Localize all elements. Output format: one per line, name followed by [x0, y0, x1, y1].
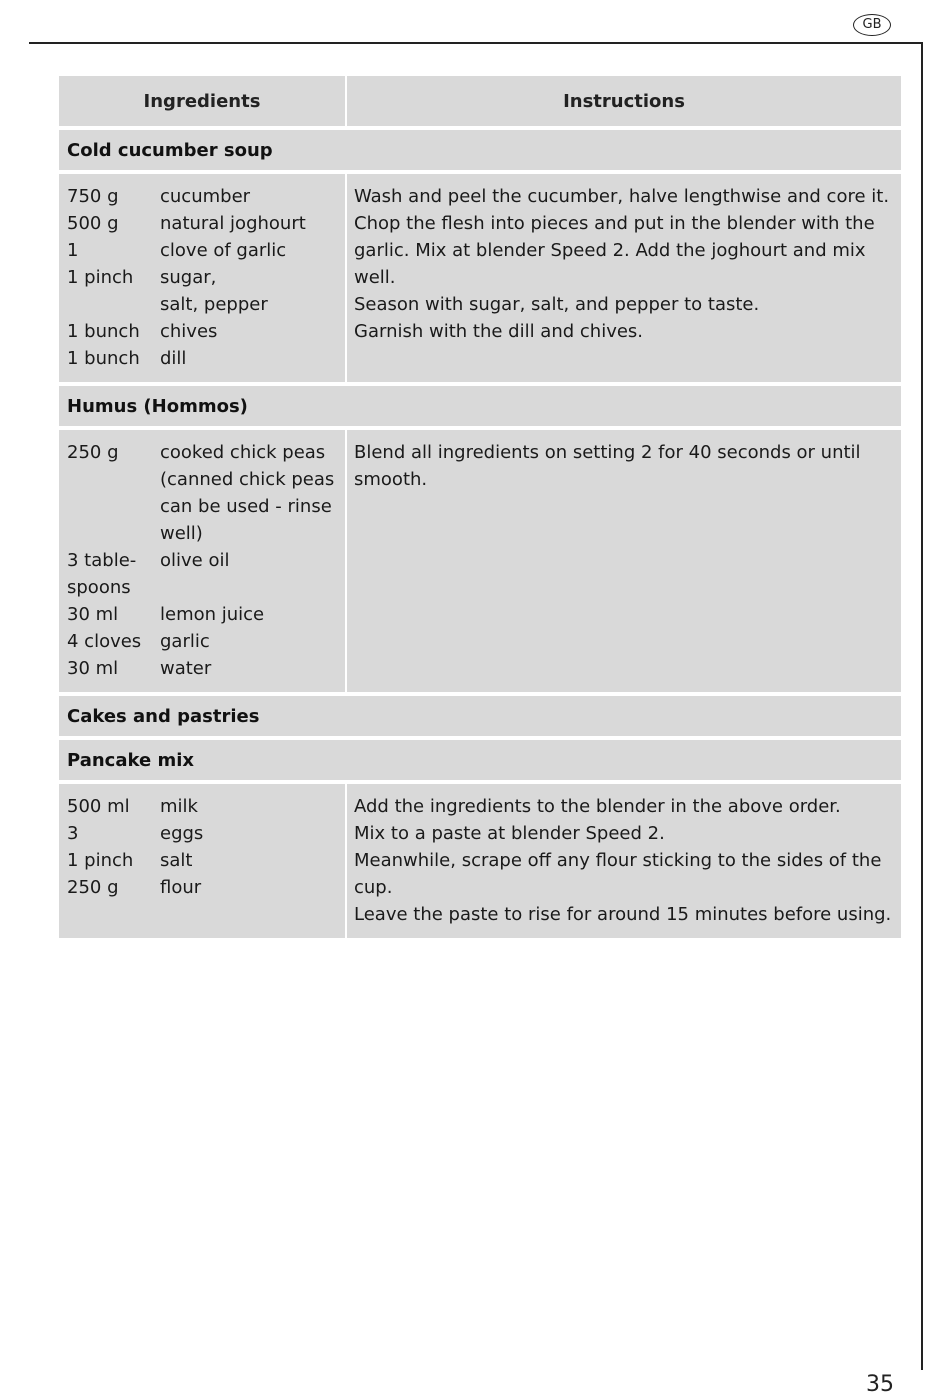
ingredient-quantity: 1: [67, 240, 79, 261]
instructions-cell: [347, 430, 901, 692]
section-title-cakes-and-pastries: Cakes and pastries: [59, 696, 901, 736]
ingredient-line: [67, 466, 341, 493]
ingredient-line: [67, 345, 341, 372]
ingredient-quantity: 1 pinch: [67, 267, 134, 288]
ingredient-line: [67, 655, 341, 682]
ingredient-name: flour: [160, 877, 202, 898]
instruction-line: Wash and peel the cucumber, halve lengthwise and core it.: [354, 186, 890, 207]
ingredient-quantity: 1 bunch: [67, 348, 140, 369]
ingredient-quantity: 250 g: [67, 442, 119, 463]
recipe-title-pancake-mix: Pancake mix: [59, 740, 901, 780]
ingredient-line: [67, 264, 341, 291]
column-header-instructions: Instructions: [347, 76, 901, 126]
instruction-line: Garnish with the dill and chives.: [354, 321, 644, 342]
ingredient-line: [67, 820, 341, 847]
ingredient-name: cooked chick peas: [160, 442, 326, 463]
ingredient-line: [67, 291, 341, 318]
instruction-line: Add the ingredients to the blender in the above order.: [354, 796, 841, 817]
recipe-title-humus: Humus (Hommos): [59, 386, 901, 426]
ingredient-line: [67, 847, 341, 874]
ingredient-line: [67, 628, 341, 655]
ingredient-quantity: 4 cloves: [67, 631, 142, 652]
ingredient-line: [67, 547, 341, 574]
ingredient-quantity: 1 bunch: [67, 321, 140, 342]
instruction-line: Meanwhile, scrape off any flour sticking to the sides of the: [354, 850, 882, 871]
instruction-line: Leave the paste to rise for around 15 minutes before using.: [354, 904, 892, 925]
table-header-row: [59, 76, 901, 126]
instruction-line: smooth.: [354, 469, 428, 490]
ingredient-name: well): [160, 523, 203, 544]
ingredient-name: olive oil: [160, 550, 230, 571]
ingredient-quantity: [67, 493, 160, 520]
ingredient-quantity: 30 ml: [67, 658, 119, 679]
ingredient-name: eggs: [160, 823, 204, 844]
recipe-title-cold-cucumber-soup: Cold cucumber soup: [59, 130, 901, 170]
ingredient-name: salt, pepper: [160, 294, 268, 315]
ingredient-line: [67, 493, 341, 520]
ingredient-name: can be used - rinse: [160, 496, 332, 517]
instruction-line: Mix to a paste at blender Speed 2.: [354, 823, 665, 844]
ingredients-cell: [59, 174, 345, 382]
ingredient-quantity: 500 g: [67, 213, 119, 234]
ingredient-name: (canned chick peas: [160, 469, 335, 490]
ingredient-quantity: [67, 520, 160, 547]
instructions-cell: [347, 174, 901, 382]
ingredient-quantity: 750 g: [67, 186, 119, 207]
ingredient-name: clove of garlic: [160, 240, 287, 261]
recipe-row-cold-cucumber-soup: [59, 174, 901, 382]
ingredient-quantity: 250 g: [67, 877, 119, 898]
instruction-line: cup.: [354, 877, 393, 898]
ingredient-name: natural joghourt: [160, 213, 306, 234]
ingredient-name: chives: [160, 321, 218, 342]
page-edge-rule: [921, 42, 923, 1370]
ingredient-quantity: [67, 291, 160, 318]
section-row: [59, 130, 901, 170]
instruction-line: Chop the flesh into pieces and put in the blender with the: [354, 213, 875, 234]
section-row: [59, 696, 901, 736]
ingredient-line: [67, 210, 341, 237]
language-badge: GB: [853, 14, 891, 36]
instruction-line: garlic. Mix at blender Speed 2. Add the joghourt and mix well.: [354, 240, 866, 288]
ingredient-name: dill: [160, 348, 187, 369]
ingredient-name: water: [160, 658, 212, 679]
ingredient-quantity: [67, 466, 160, 493]
ingredient-quantity: spoons: [67, 577, 131, 598]
ingredient-line: [67, 520, 341, 547]
ingredient-line: [67, 793, 341, 820]
ingredient-line: [67, 237, 341, 264]
column-header-ingredients: Ingredients: [59, 76, 345, 126]
instruction-line: Season with sugar, salt, and pepper to taste.: [354, 294, 760, 315]
ingredient-line: [67, 574, 341, 601]
ingredient-line: [67, 601, 341, 628]
ingredient-line: [67, 874, 341, 901]
instruction-line: Blend all ingredients on setting 2 for 40 seconds or until: [354, 442, 861, 463]
instructions-cell: [347, 784, 901, 938]
section-row: [59, 386, 901, 426]
page-number: 35: [866, 1372, 894, 1397]
ingredient-quantity: 3: [67, 823, 79, 844]
ingredient-line: [67, 318, 341, 345]
recipe-row-pancake-mix: [59, 784, 901, 938]
ingredient-name: salt: [160, 850, 193, 871]
ingredient-name: [160, 574, 341, 601]
ingredients-cell: [59, 430, 345, 692]
ingredient-name: milk: [160, 796, 198, 817]
recipe-table: [57, 72, 903, 942]
ingredient-name: sugar,: [160, 267, 217, 288]
header-rule: [29, 42, 922, 44]
recipe-row-humus: [59, 430, 901, 692]
ingredient-line: [67, 439, 341, 466]
ingredient-name: garlic: [160, 631, 210, 652]
ingredient-quantity: 500 ml: [67, 796, 130, 817]
ingredients-cell: [59, 784, 345, 938]
ingredient-quantity: 30 ml: [67, 604, 119, 625]
ingredient-line: [67, 183, 341, 210]
section-row: [59, 740, 901, 780]
ingredient-quantity: 3 table-: [67, 550, 137, 571]
ingredient-name: cucumber: [160, 186, 251, 207]
ingredient-name: lemon juice: [160, 604, 265, 625]
ingredient-quantity: 1 pinch: [67, 850, 134, 871]
